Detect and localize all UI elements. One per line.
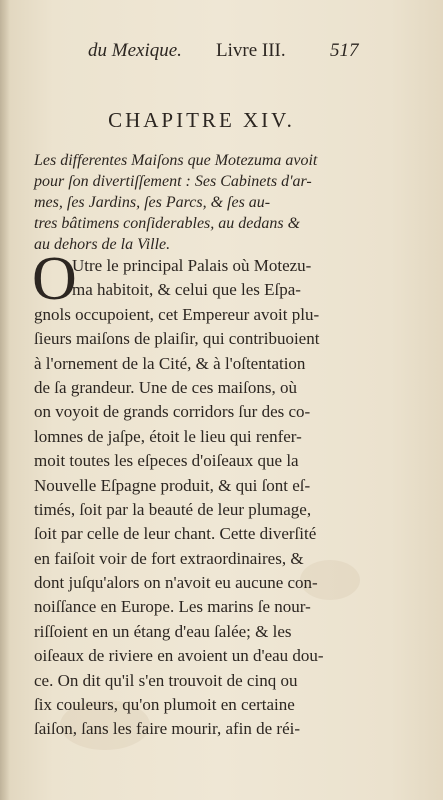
body-line: de ſa grandeur. Une de ces maiſons, où: [34, 377, 297, 397]
body-line: gnols occupoient, cet Empereur avoit plu-: [34, 304, 320, 324]
running-title: du Mexique.: [88, 40, 182, 61]
body-line: Nouvelle Eſpagne produit, & qui ſont eſ-: [34, 475, 311, 495]
body-line: lomnes de jaſpe, étoit le lieu qui renfer-: [34, 426, 302, 446]
body-line: noiſſance en Europe. Les marins ſe nour-: [34, 597, 311, 617]
body-line: Utre le principal Palais où Motezu-: [72, 256, 312, 275]
body-line: ſaiſon, ſans les faire mourir, afin de réi-: [34, 719, 301, 739]
body-line: riſſoient en un étang d'eau ſalée; & les: [34, 621, 292, 641]
summary-line: pour ſon divertiſſement : Ses Cabinets d'ar-: [34, 173, 312, 190]
running-head: [0, 40, 443, 70]
chapter-summary: [34, 150, 374, 255]
body-line: ce. On dit qu'il s'en trouvoit de cinq ou: [34, 670, 298, 690]
chapter-heading: CHAPITRE XIV.: [108, 108, 295, 132]
page-number: 517: [330, 40, 359, 61]
body-line: timés, ſoit par la beauté de leur plumage,: [34, 499, 312, 519]
body-line: à l'ornement de la Cité, & à l'oſtentation: [34, 353, 306, 373]
book-label: Livre III.: [216, 40, 286, 61]
summary-line: mes, ſes Jardins, ſes Parcs, & ſes au-: [34, 194, 271, 211]
body-text: [32, 245, 380, 742]
body-line: ſix couleurs, qu'on plumoit en certaine: [34, 695, 295, 715]
body-line: oiſeaux de riviere en avoient un d'eau dou-: [34, 646, 324, 666]
body-line: ſoit par celle de leur chant. Cette diverſité: [34, 524, 317, 544]
body-line: moit toutes les eſpeces d'oiſeaux que la: [34, 451, 299, 471]
body-line: en faiſoit voir de fort extraordinaires, &: [34, 548, 304, 568]
summary-line: au dehors de la Ville.: [34, 236, 171, 253]
body-line: dont juſqu'alors on n'avoit eu aucune con-: [34, 573, 318, 593]
drop-cap: O: [32, 245, 77, 313]
summary-line: Les differentes Maiſons que Motezuma avoit: [34, 152, 318, 169]
body-line: ſieurs maiſons de plaiſir, qui contribuoient: [34, 329, 320, 349]
summary-line: tres bâtimens conſiderables, au dedans &: [34, 215, 301, 232]
body-line: ma habitoit, & celui que les Eſpa-: [72, 280, 301, 300]
body-line: on voyoit de grands corridors ſur des co-: [34, 402, 311, 422]
